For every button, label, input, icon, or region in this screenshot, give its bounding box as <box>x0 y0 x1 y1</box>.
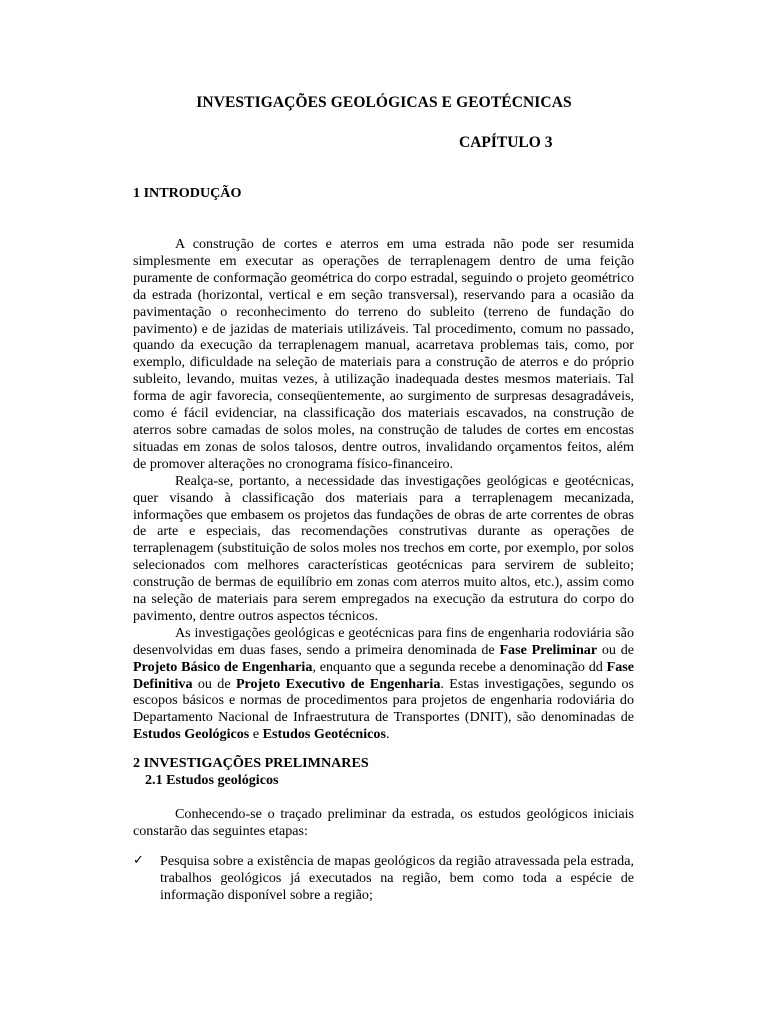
paragraph-3-text: . <box>385 726 390 743</box>
checkmark-icon: ✓ <box>133 853 144 868</box>
bold-term-projeto-executivo: Projeto Executivo de Engenharia <box>235 675 441 692</box>
bold-term-estudos-geotecnicos: Estudos Geotécnicos <box>262 726 386 743</box>
bold-term-fase-definitiva: Fase Definitiva <box>133 658 634 692</box>
chapter-label: CAPÍTULO 3 <box>459 134 553 151</box>
list-item <box>133 853 634 904</box>
paragraph-3 <box>133 625 634 743</box>
paragraph-3-text: As investigações geológicas e geotécnicas para fins de engenharia rodoviária são desenvolvidas em duas fases, sendo a primeira denominada de <box>133 624 634 658</box>
list-item-text: Pesquisa sobre a existência de mapas geológicos da região atravessada pela estrada, trabalhos geológicos já executados na região, bem como toda a espécie de informação disponível sobre a região; <box>160 853 634 903</box>
geological-studies-body <box>133 806 634 840</box>
paragraph-geological-intro: Conhecendo-se o traçado preliminar da estrada, os estudos geológicos iniciais constarão das seguintes etapas: <box>133 806 634 839</box>
bold-term-projeto-basico: Projeto Básico de Engenharia <box>133 658 313 675</box>
paragraph-3-text: , enquanto que a segunda recebe a denominação dd <box>312 658 607 675</box>
subsection-heading-geological: 2.1 Estudos geológicos <box>145 772 279 788</box>
paragraph-3-text: . Estas investigações, segundo os escopos básicos e normas de procedimentos para projetos de engenharia rodoviária do Departamento Nacional de Infraestrutura de Transportes (DNIT), são denominadas de <box>133 675 634 726</box>
paragraph-2: Realça-se, portanto, a necessidade das investigações geológicas e geotécnicas, quer visando à classificação dos materiais para a terraplenagem mecanizada, informações que embasem os projetos das fundações de obras de arte correntes de obras de arte e especiais, das recomendações construtivas durante as operações de terraplenagem (substituição de solos moles nos trechos em corte, por exemplo, por solos selecionados com melhores características geotécnicas para servirem de subleito; construção de bermas de equilíbrio em zonas com aterros muito altos, etc.), assim como na seleção de materiais para serem empregados na execução da estrutura do corpo do pavimento, dentre outros aspectos técnicos. <box>133 472 634 624</box>
introduction-body <box>133 236 634 743</box>
paragraph-1: A construção de cortes e aterros em uma estrada não pode ser resumida simplesmente em executar as operações de terraplenagem dentro de uma feição puramente de conformação geométrica do corpo estradal, seguindo o projeto geométrico da estrada (horizontal, vertical e em seção transversal), reservando para a ocasião da pavimentação o reconhecimento do terreno do subleito (terreno de fundação do pavimento) e de jazidas de materiais utilizáveis. Tal procedimento, comum no passado, quando da execução da terraplenagem manual, acarretava problemas tais, como, por exemplo, dificuldade na seleção de materiais para a construção de aterros e do próprio subleito, levando, muitas vezes, à utilização inadequada destes mesmos materiais. Tal forma de agir favorecia, conseqüentemente, ao surgimento de surpresas desagradáveis, como é fácil evidenciar, na classificação dos materiais escavados, na construção de aterros sobre camadas de solos moles, na construção de taludes de cortes em encostas situadas em zonas de solos talosos, dentre outros, invalidando orçamentos feitos, além de promover alterações no cronograma físico-financeiro. <box>133 236 634 472</box>
paragraph-3-text: ou de <box>597 641 634 658</box>
paragraph-3-text: e <box>249 726 263 743</box>
bold-term-fase-preliminar: Fase Preliminar <box>499 641 598 658</box>
section-heading-preliminary: 2 INVESTIGAÇÕES PRELIMNARES <box>133 755 369 771</box>
section-heading-introduction: 1 INTRODUÇÃO <box>133 185 242 201</box>
document-title: INVESTIGAÇÕES GEOLÓGICAS E GEOTÉCNICAS <box>196 94 572 111</box>
paragraph-3-text: ou de <box>192 675 236 692</box>
bold-term-estudos-geologicos: Estudos Geológicos <box>133 726 250 743</box>
